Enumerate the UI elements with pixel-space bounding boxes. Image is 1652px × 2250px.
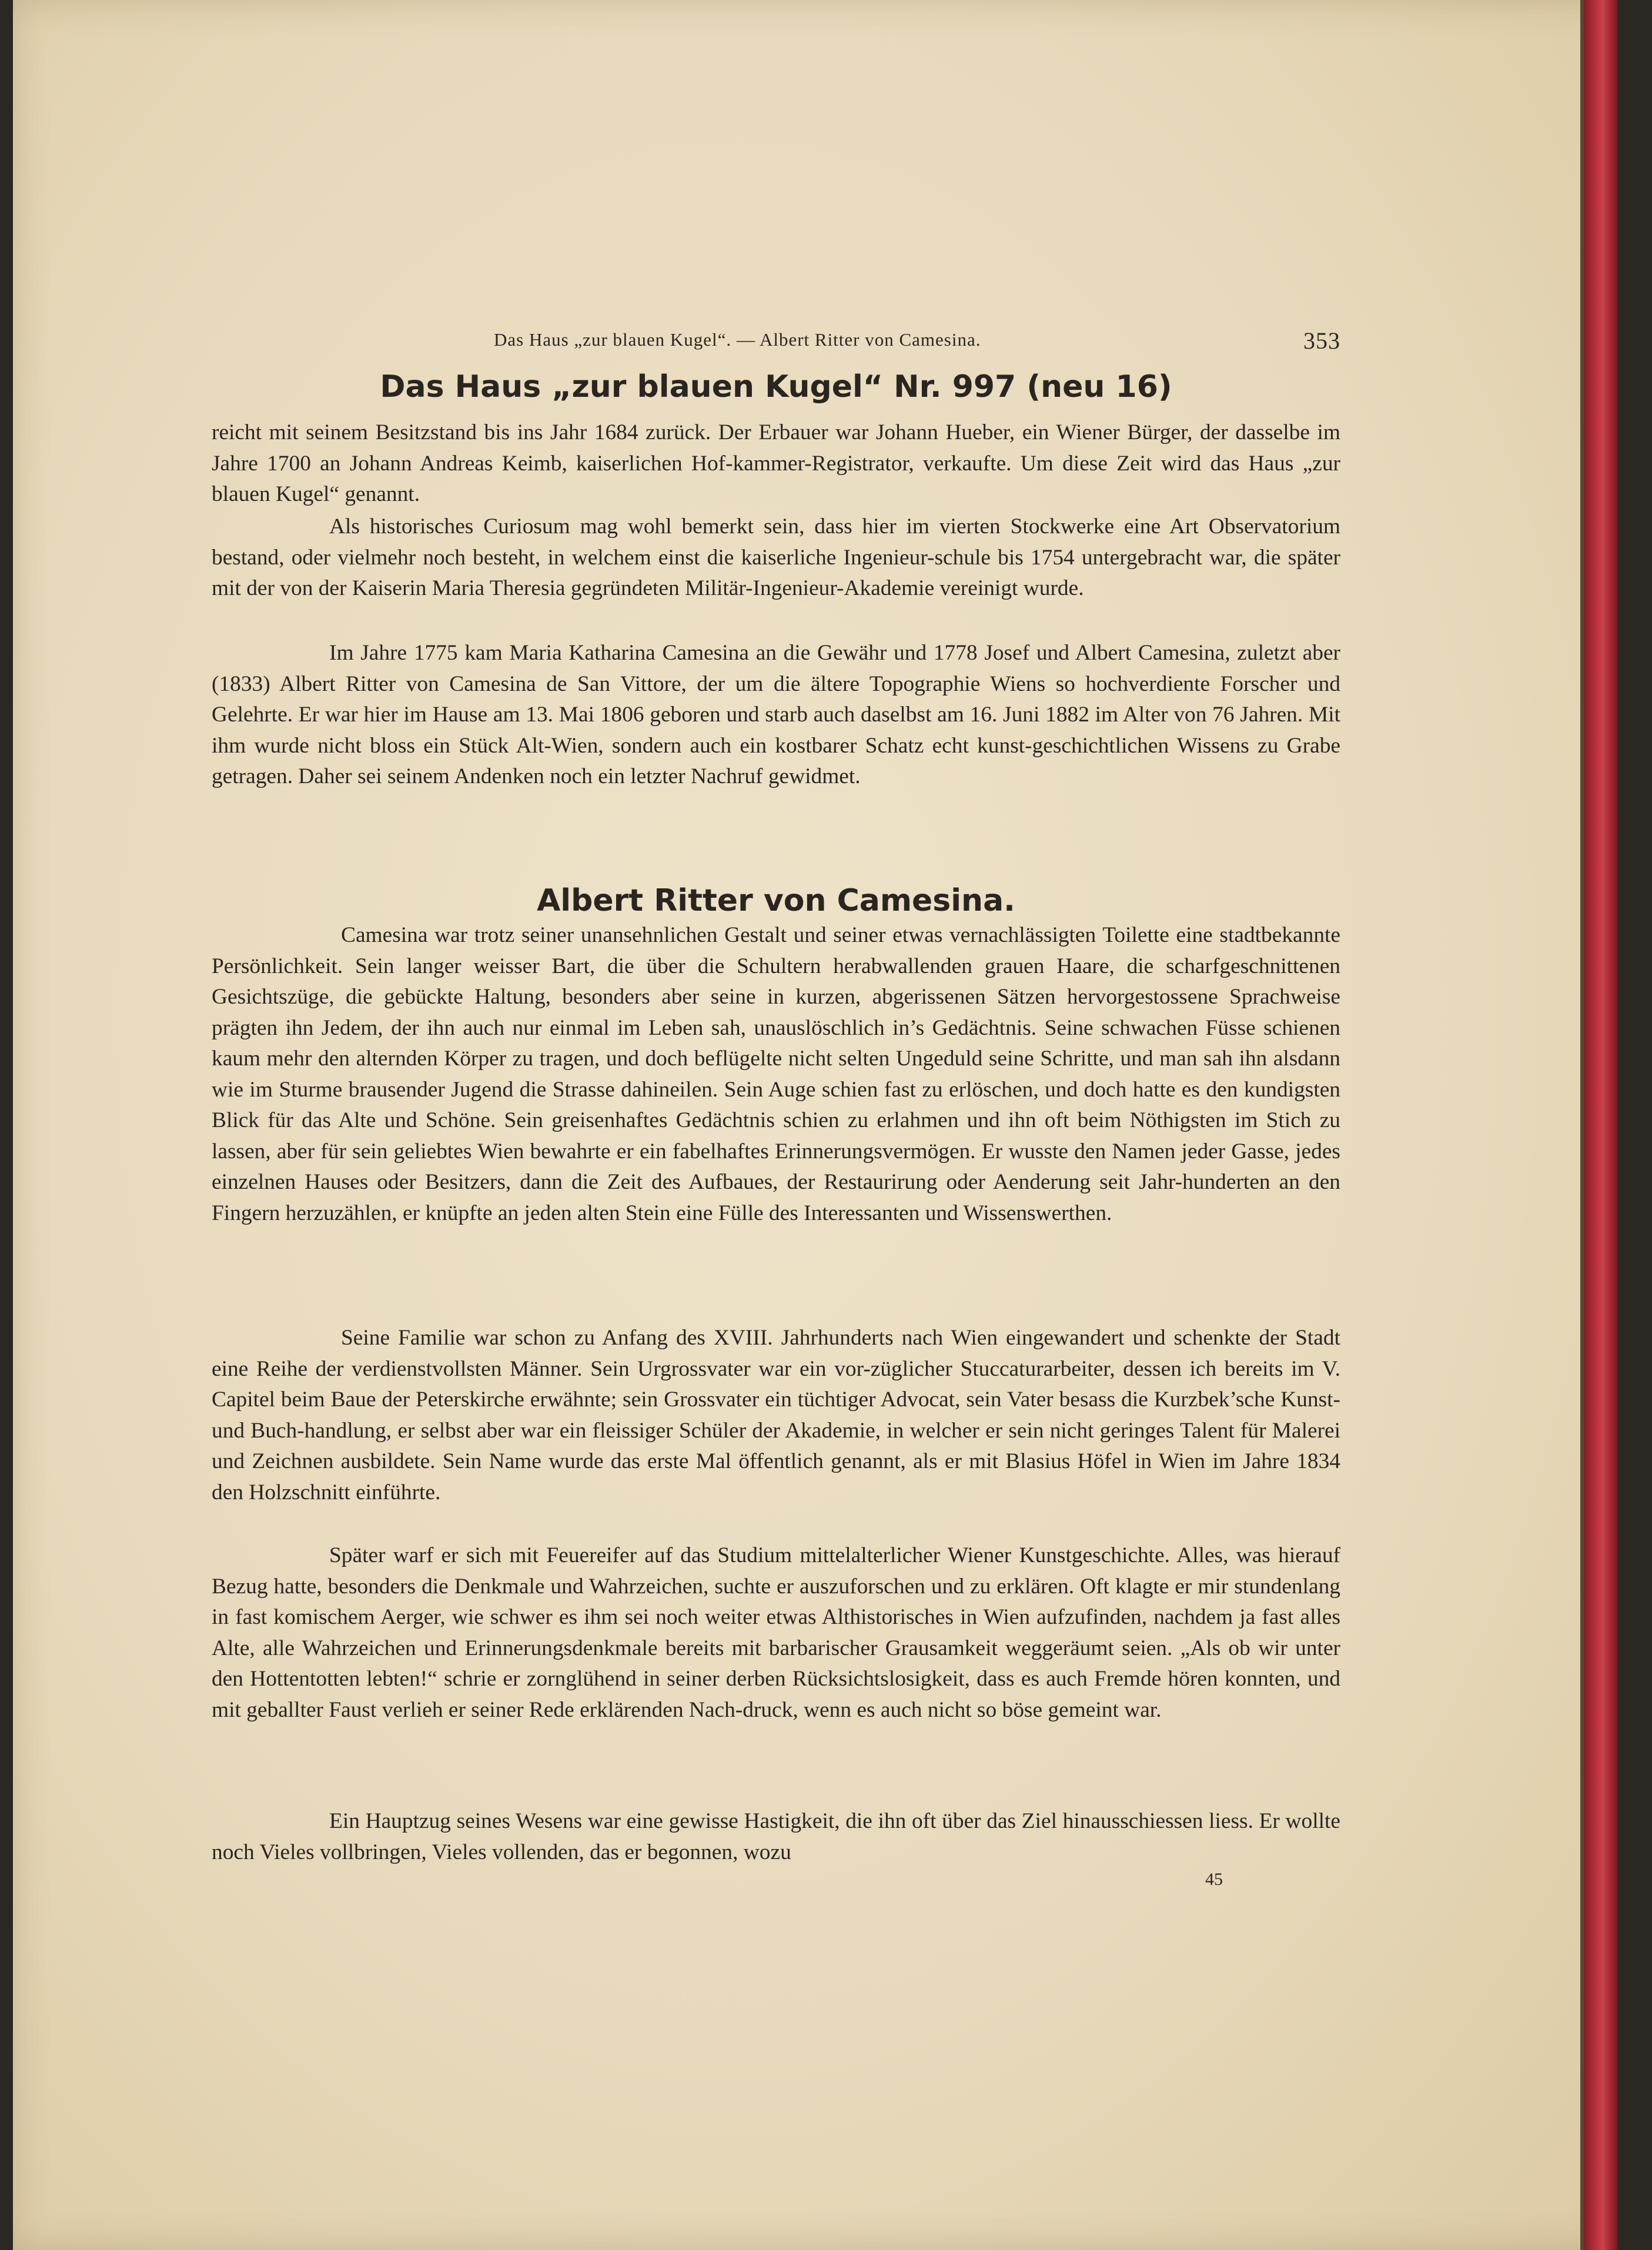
paragraph-2: Als historisches Curiosum mag wohl bemerkt sein, dass hier im vierten Stockwerke eine Art Observatorium bestand, oder vielmehr noch besteht, in welchem einst die kaiserliche Ingenieur-schule bis 1754 untergebracht war, die später mit der von der Kaiserin Maria Theresia gegründeten Militär-Ingenieur-Akademie vereinigt wurde. [212,514,1340,600]
running-head [212,329,1340,353]
paragraph-7: Ein Hauptzug seines Wesens war eine gewisse Hastigkeit, die ihn oft über das Ziel hinausschiessen liess. Er wollte noch Vieles vollbringen, Vieles vollenden, das er begonnen, wozu [212,1809,1340,1864]
paragraph-3: Im Jahre 1775 kam Maria Katharina Camesina an die Gewähr und 1778 Josef und Albert Camesina, zuletzt aber (1833) Albert Ritter von Camesina de San Vittore, der um die ältere Topographie Wiens so hochverdiente Forscher und Gelehrte. Er war hier im Hause am 13. Mai 1806 geboren und starb auch daselbst am 16. Juni 1882 im Alter von 76 Jahren. Mit ihm wurde nicht bloss ein Stück Alt-Wien, sondern auch ein kostbarer Schatz echt kunst-geschichtlichen Wissens zu Grabe getragen. Daher sei seinem Andenken noch ein letzter Nachruf gewidmet. [212,641,1340,788]
paragraph-1: reicht mit seinem Besitzstand bis ins Jahr 1684 zurück. Der Erbauer war Johann Hueber, ein Wiener Bürger, der dasselbe im Jahre 1700 an Johann Andreas Keimb, kaiserlichen Hof-kammer-Registrator, verkaufte. Um diese Zeit wird das Haus „zur blauen Kugel“ genannt. [212,420,1340,506]
page-number: 353 [1303,327,1340,354]
paragraph-4: Camesina war trotz seiner unansehnlichen Gestalt und seiner etwas vernachlässigten Toilette eine stadtbekannte Persönlichkeit. Sein langer weisser Bart, die über die Schultern herabwallenden grauen Haare, die scharfgeschnittenen Gesichtszüge, die gebückte Haltung, besonders aber seine in kurzen, abgerissenen Sätzen hervorgestossene Sprachweise prägten ihn Jedem, der ihn auch nur einmal im Leben sah, unauslöschlich in’s Gedächtnis. Seine schwachen Füsse schienen kaum mehr den alternden Körper zu tragen, und doch beflügelte nicht selten Ungeduld seine Schritte, und man sah ihn alsdann wie im Sturme brausender Jugend die Strasse dahineilen. Sein Auge schien fast zu erlöschen, und doch hatte es den kundigsten Blick für das Alte und Schöne. Sein greisenhaftes Gedächtnis schien zu erlahmen und ihn oft beim Nöthigsten im Stich zu lassen, aber für sein geliebtes Wien bewahrte er ein fabelhaftes Erinnerungsvermögen. Er wusste den Namen jeder Gasse, jedes einzelnen Hauses oder Besitzers, dann die Zeit des Aufbaues, der Restaurirung oder Aenderung seit Jahr-hunderten an den Fingern herzuzählen, er knüpfte an jeden alten Stein eine Fülle des Interessanten und Wissenswerthen. [212,923,1340,1225]
red-book-binding [1584,0,1618,2250]
running-head-title: Das Haus „zur blauen Kugel“. — Albert Ritter von Camesina. [494,329,981,350]
book-page [13,0,1618,2250]
paragraph-6: Später warf er sich mit Feuereifer auf das Studium mittelalterlicher Wiener Kunstgeschichte. Alles, was hierauf Bezug hatte, besonders die Denkmale und Wahrzeichen, suchte er auszuforschen und zu erklären. Oft klagte er mir stundenlang in fast komischem Aerger, wie schwer es ihm sei noch weiter etwas Althistorisches in Wien aufzufinden, nachdem ja fast alles Alte, alle Wahrzeichen und Erinnerungsdenkmale bereits mit barbarischer Grausamkeit weggeräumt seien. „Als ob wir unter den Hottentotten lebten!“ schrie er zornglühend in seiner derben Rücksichtslosigkeit, dass es auch Fremde hören konnten, und mit geballter Faust verlieh er seiner Rede erklärenden Nach-druck, wenn es auch nicht so böse gemeint war. [212,1543,1340,1722]
signature-mark: 45 [1205,1870,1223,1889]
paragraph-5: Seine Familie war schon zu Anfang des XVIII. Jahrhunderts nach Wien eingewandert und schenkte der Stadt eine Reihe der verdienstvollsten Männer. Sein Urgrossvater war ein vor-züglicher Stuccaturarbeiter, dessen ich bereits im V. Capitel beim Baue der Peterskirche erwähnte; sein Grossvater ein tüchtiger Advocat, sein Vater besass die Kurzbek’sche Kunst- und Buch-handlung, er selbst aber war ein fleissiger Schüler der Akademie, in welcher er sein nicht geringes Talent für Malerei und Zeichnen ausbildete. Sein Name wurde das erste Mal öffentlich genannt, als er mit Blasius Höfel in Wien im Jahre 1834 den Holzschnitt einführte. [212,1326,1340,1505]
section-heading-house: Das Haus „zur blauen Kugel“ Nr. 997 (neu 16) [380,369,1172,404]
section-heading-camesina: Albert Ritter von Camesina. [537,883,1015,918]
